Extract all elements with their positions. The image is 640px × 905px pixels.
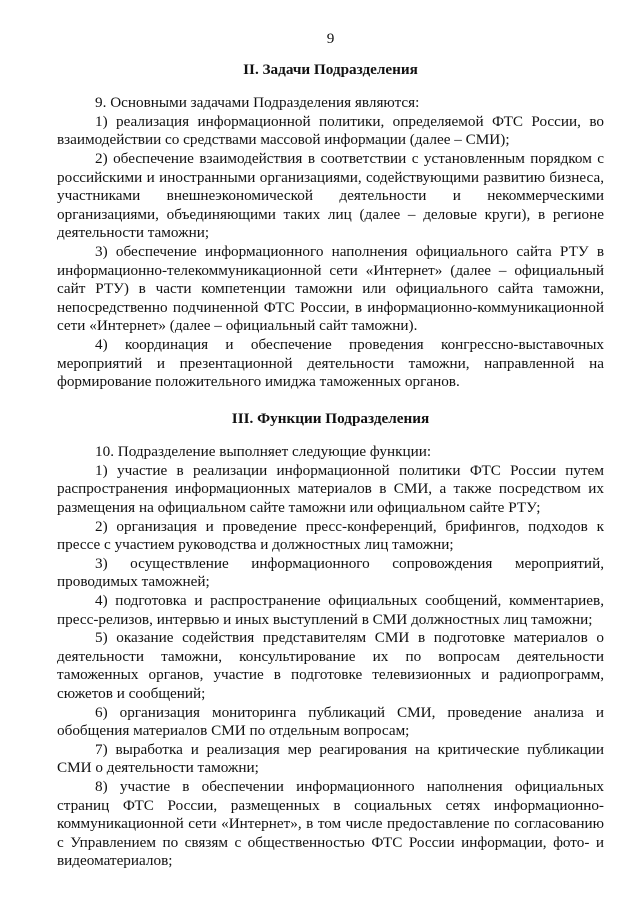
function-item-4: 4) подготовка и распространение официальных сообщений, комментариев, пресс-релизов, интервью и иных выступлений в СМИ должностных лиц таможни; bbox=[57, 592, 604, 628]
section-functions-intro: 10. Подразделение выполняет следующие функции: bbox=[95, 443, 432, 461]
task-item-3: 3) обеспечение информационного наполнения официального сайта РТУ в информационно-телекоммуникационной сети «Интернет» (далее – официальный сайт РТУ) в части компетенции таможни или официального сайта таможни, непосредственно подчиненной ФТС России, в информационно-коммуникационной сети «Интернет» (далее – официальный сайт таможни). bbox=[57, 242, 604, 335]
function-item-5: 5) оказание содействия представителям СМИ в подготовке материалов о деятельности таможни, консультирование их по вопросам деятельности таможенных органов, участие в подготовке телевизионных и радиопрограмм, сюжетов и сообщений; bbox=[57, 629, 604, 702]
section-tasks-intro: 9. Основными задачами Подразделения являются: bbox=[95, 94, 420, 112]
section-functions-title: III. Функции Подразделения bbox=[231, 409, 430, 427]
function-item-6: 6) организация мониторинга публикаций СМИ, проведение анализа и обобщения материалов СМИ по отдельным вопросам; bbox=[57, 703, 604, 740]
function-item-2: 2) организация и проведение пресс-конференций, брифингов, подходов к прессе с участием руководства и должностных лиц таможни; bbox=[57, 517, 604, 554]
section-spacer bbox=[57, 392, 604, 410]
section-functions bbox=[57, 410, 604, 871]
function-item-8: 8) участие в обеспечении информационного наполнения официальных страниц ФТС России, размещенных в социальных сетях информационно-коммуникационной сети «Интернет», в том числе предоставление по согласованию с Управлением по связям с общественностью ФТС России информации, фото- и видеоматериалов; bbox=[57, 777, 604, 870]
function-item-1: 1) участие в реализации информационной политики ФТС России путем распространения информационных материалов в СМИ, а также посредством их размещения на официальном сайте таможни или официальном сайте РТУ; bbox=[57, 461, 604, 517]
task-item-2: 2) обеспечение взаимодействия в соответствии с установленным порядком с российскими и иностранными организациями, содействующими развитию бизнеса, участниками внешнеэкономической деятельности и некоммерческими организациями, объединяющими таких лиц (далее – деловые круги), в регионе деятельности таможни; bbox=[57, 149, 604, 242]
function-item-7: 7) выработка и реализация мер реагирования на критические публикации СМИ о деятельности таможни; bbox=[57, 740, 604, 777]
page-number: 9 bbox=[326, 30, 335, 47]
task-item-4: 4) координация и обеспечение проведения конгрессно-выставочных мероприятий и презентационной деятельности таможни, направленной на формирование положительного имиджа таможенных органов. bbox=[57, 335, 604, 391]
task-item-1: 1) реализация информационной политики, определяемой ФТС России, во взаимодействии со средствами массовой информации (далее – СМИ); bbox=[57, 112, 604, 149]
function-item-3: 3) осуществление информационного сопровождения мероприятий, проводимых таможней; bbox=[57, 554, 604, 591]
section-tasks-title: II. Задачи Подразделения bbox=[243, 60, 418, 78]
section-tasks bbox=[57, 61, 604, 392]
